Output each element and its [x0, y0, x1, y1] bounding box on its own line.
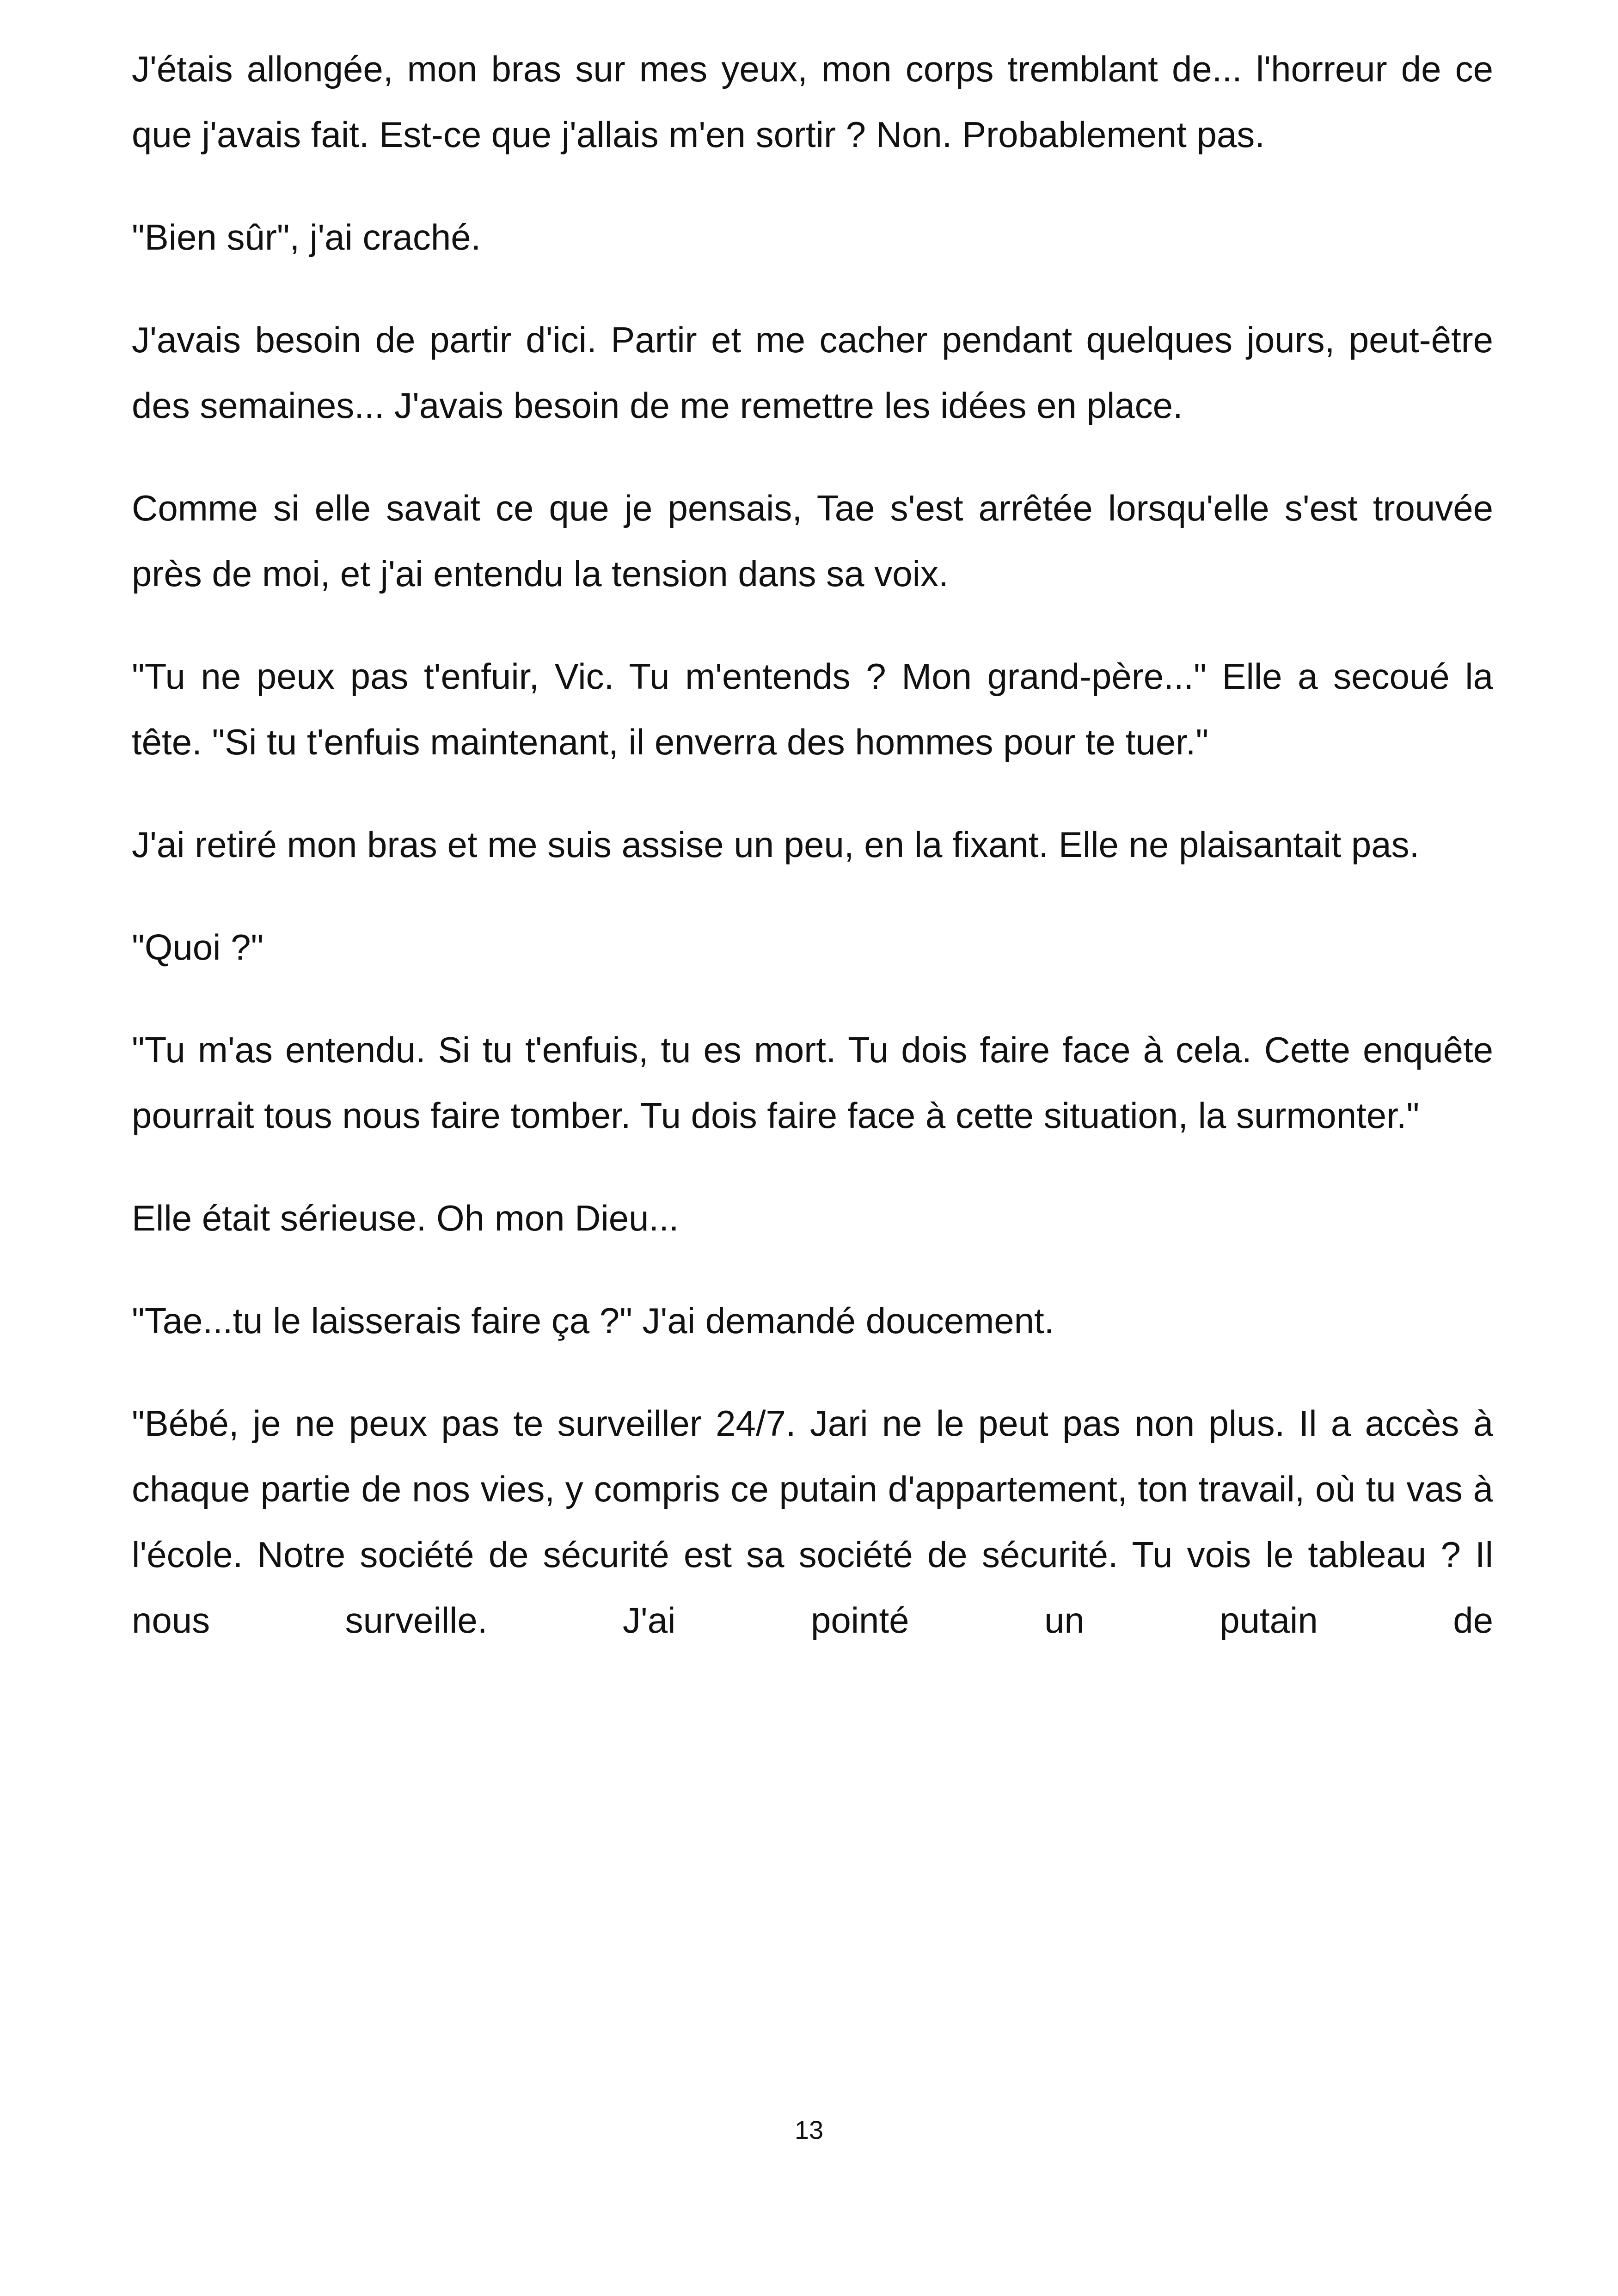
page-number: 13 — [794, 2115, 824, 2144]
paragraph: "Bien sûr", j'ai craché. — [132, 217, 481, 257]
paragraph: J'ai retiré mon bras et me suis assise un peu, en la fixant. Elle ne plaisantait pas. — [132, 824, 1420, 865]
paragraph: "Bébé, je ne peux pas te surveiller 24/7. Jari ne le peut pas non plus. Il a accès à chaque partie de nos vies, y compris ce putain d'appartement, ton travail, où tu vas à l'école. Notre société de sécurité est sa société de sécurité. Tu vois le tableau ? Il nous surveille. J'ai pointé un putain de — [132, 1403, 1493, 1641]
paragraph: "Tu m'as entendu. Si tu t'enfuis, tu es mort. Tu dois faire face à cela. Cette enquête pourrait tous nous faire tomber. Tu dois faire face à cette situation, la surmonter." — [132, 1029, 1493, 1136]
paragraph: J'avais besoin de partir d'ici. Partir et me cacher pendant quelques jours, peut-être des semaines... J'avais besoin de me remettre les idées en place. — [132, 319, 1493, 426]
paragraph: "Quoi ?" — [132, 927, 264, 967]
paragraph: Comme si elle savait ce que je pensais, Tae s'est arrêtée lorsqu'elle s'est trouvée près de moi, et j'ai entendu la tension dans sa voix. — [132, 488, 1493, 594]
paragraph: "Tu ne peux pas t'enfuir, Vic. Tu m'entends ? Mon grand-père..." Elle a secoué la tête. "Si tu t'enfuis maintenant, il enverra des hommes pour te tuer." — [132, 656, 1493, 762]
body-text — [132, 36, 1493, 1653]
paragraph: "Tae...tu le laisserais faire ça ?" J'ai demandé doucement. — [132, 1300, 1054, 1341]
paragraph: J'étais allongée, mon bras sur mes yeux, mon corps tremblant de... l'horreur de ce que j'avais fait. Est-ce que j'allais m'en sortir ? Non. Probablement pas. — [132, 49, 1493, 155]
paragraph: Elle était sérieuse. Oh mon Dieu... — [132, 1198, 679, 1238]
